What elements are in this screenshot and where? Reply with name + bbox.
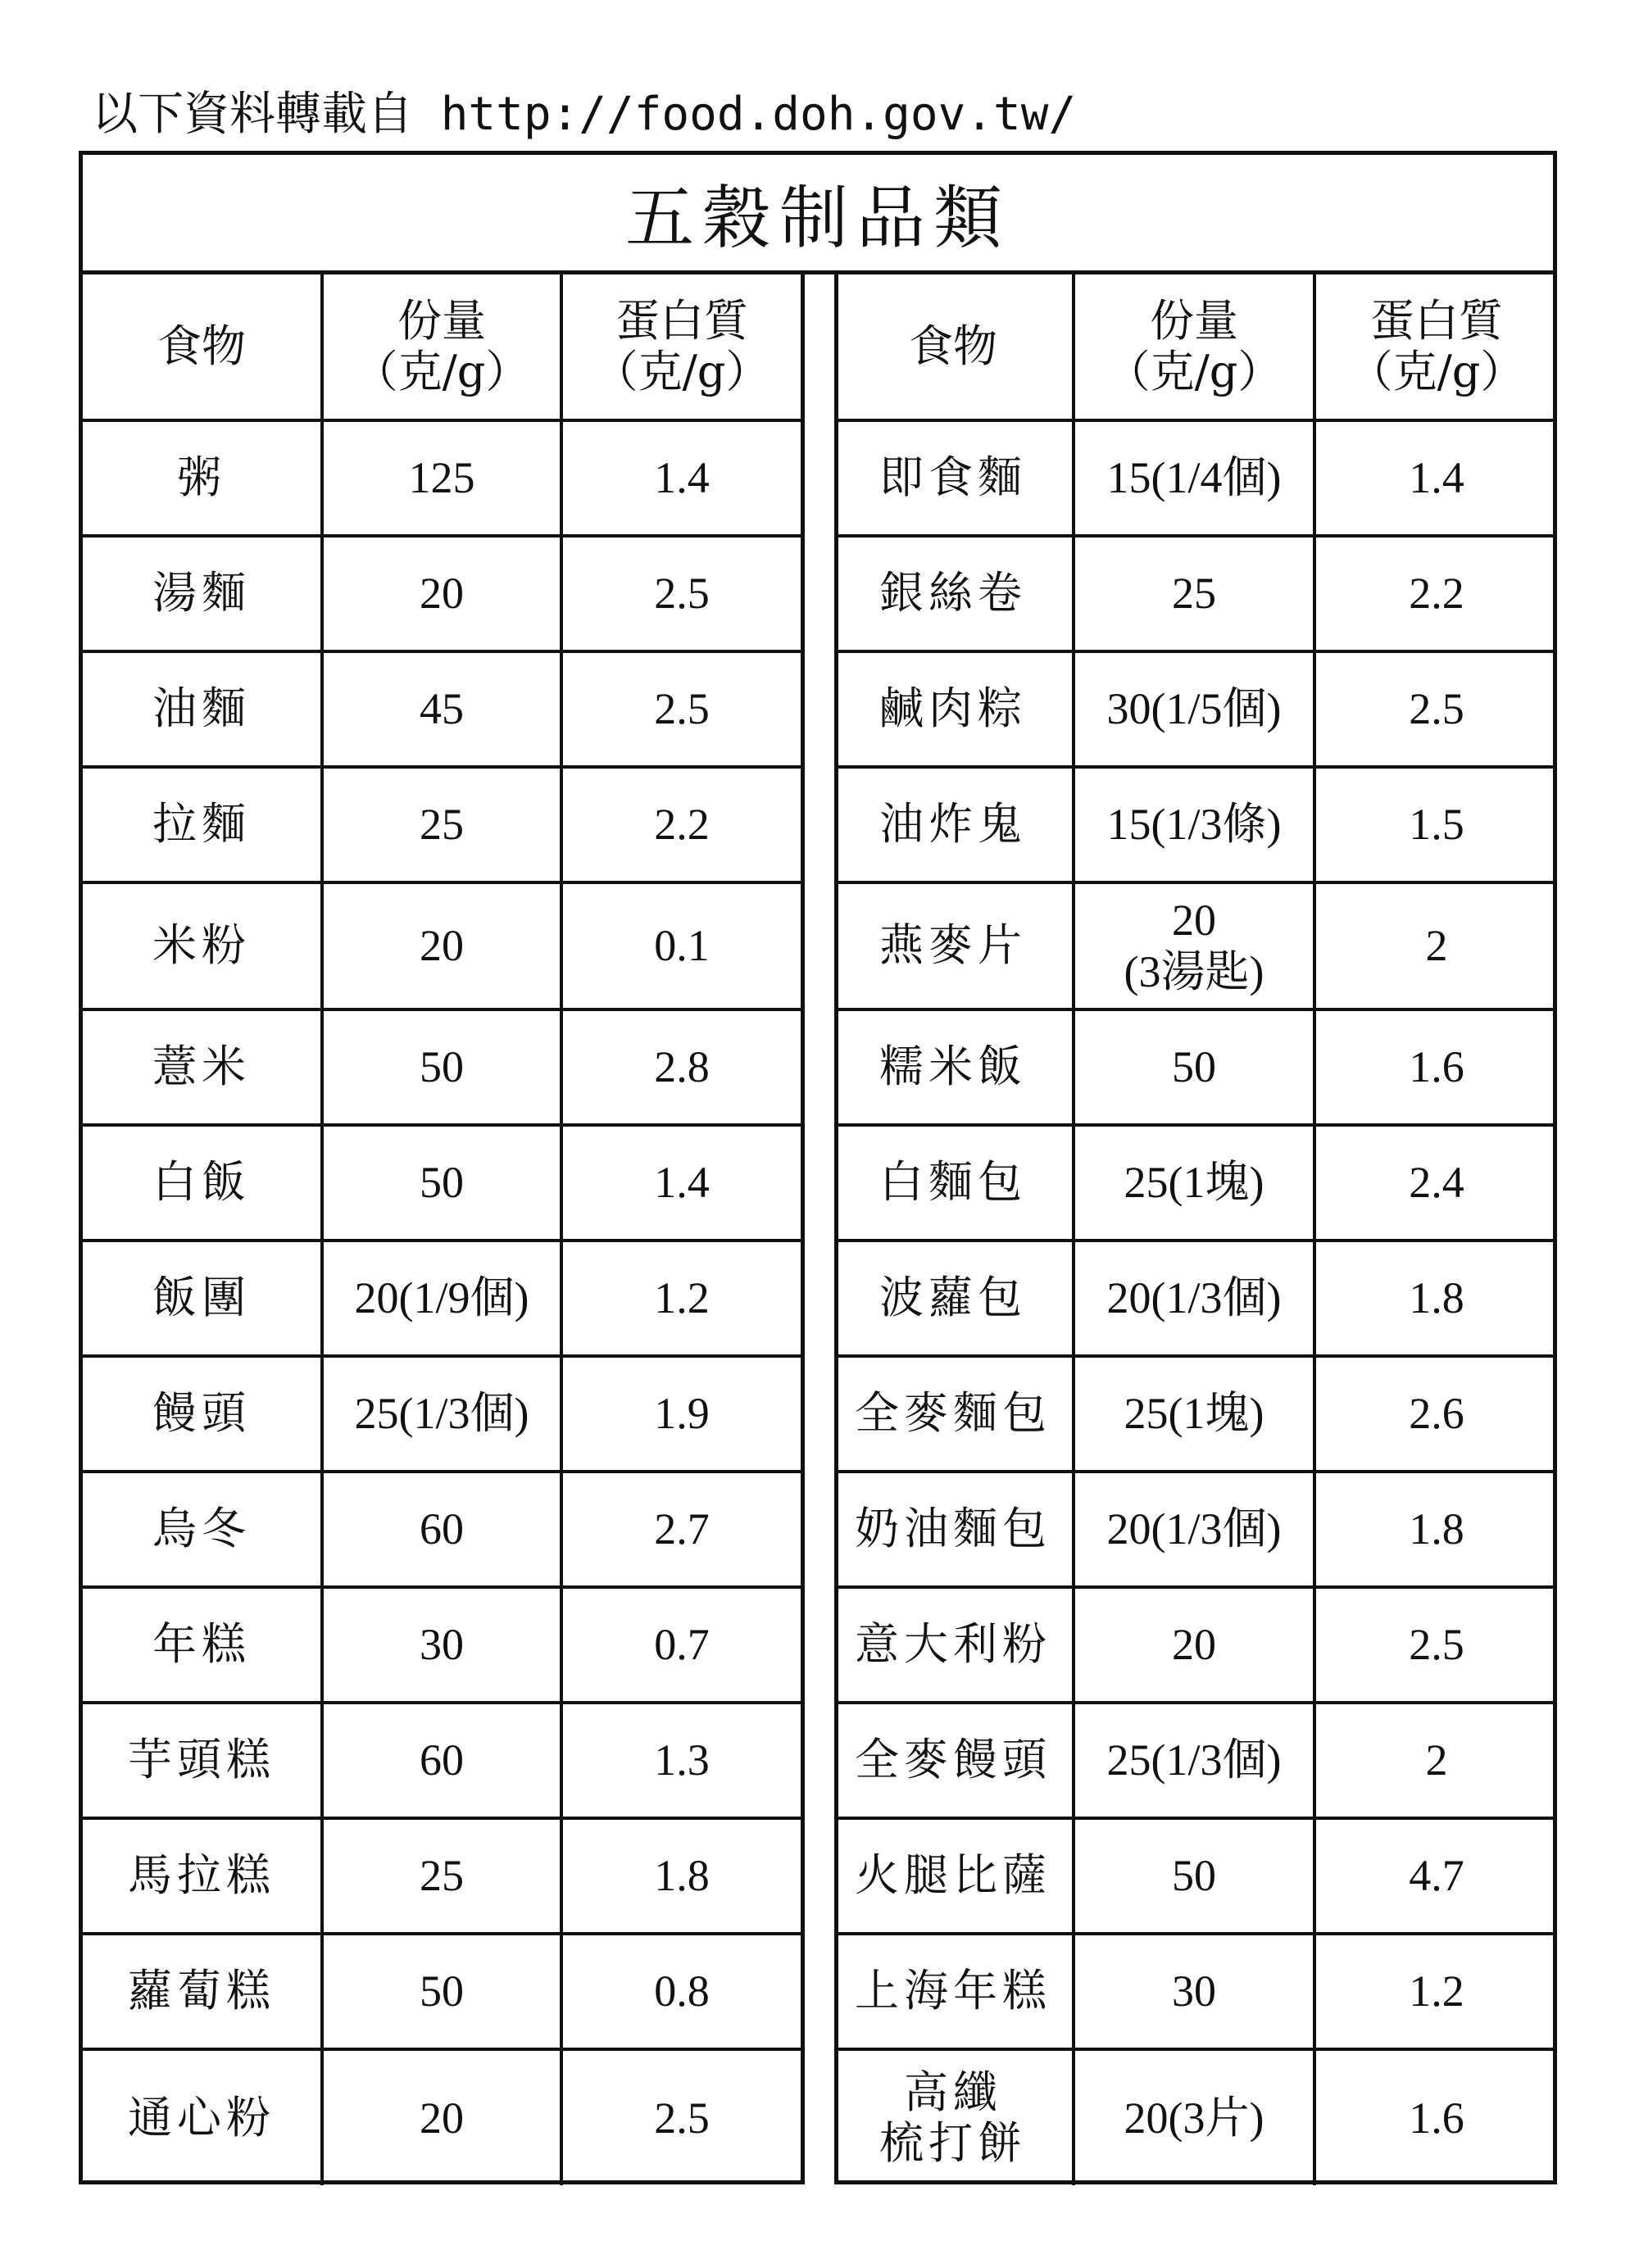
amount-value: 25 [322, 767, 561, 882]
amount-value: 50 [322, 1934, 561, 2049]
protein-value: 1.3 [561, 1703, 801, 1818]
protein-value: 1.5 [1314, 767, 1557, 882]
protein-value: 0.8 [561, 1934, 801, 2049]
food-name: 意大利粉 [834, 1587, 1074, 1703]
protein-value: 2.5 [1314, 1587, 1557, 1703]
amount-value: 50 [322, 1009, 561, 1125]
protein-value: 2 [1314, 1703, 1557, 1818]
food-name: 糯米飯 [834, 1009, 1074, 1125]
protein-value: 2.5 [1314, 651, 1557, 767]
food-name: 全麥饅頭 [834, 1703, 1074, 1818]
amount-value: 20(1/3個) [1074, 1472, 1314, 1587]
amount-value: 25 [1074, 536, 1314, 651]
source-note: 以下資料轉載自 http://food.doh.gov.tw/ [92, 88, 1077, 141]
food-name: 芋頭糕 [83, 1703, 322, 1818]
food-name: 火腿比薩 [834, 1818, 1074, 1934]
protein-value: 0.7 [561, 1587, 801, 1703]
header-protein-unit: （克/g） [1348, 346, 1525, 397]
header-protein-label: 蛋白質 [1370, 294, 1503, 347]
protein-value: 2.2 [561, 767, 801, 882]
protein-value: 2.5 [561, 651, 801, 767]
food-name: 鹹肉粽 [834, 651, 1074, 767]
amount-value: 45 [322, 651, 561, 767]
food-name: 薏米 [83, 1009, 322, 1125]
amount-value: 125 [322, 420, 561, 536]
amount-value: 20(1/3個) [1074, 1241, 1314, 1356]
header-protein [1314, 274, 1557, 420]
protein-value: 2 [1314, 882, 1557, 1009]
amount-value: 60 [322, 1472, 561, 1587]
protein-value: 2.5 [561, 2049, 801, 2185]
protein-value: 0.1 [561, 882, 801, 1009]
amount-value: 15(1/3條) [1074, 767, 1314, 882]
header-protein-label: 蛋白質 [615, 294, 748, 347]
protein-value: 4.7 [1314, 1818, 1557, 1934]
amount-value: 50 [1074, 1818, 1314, 1934]
amount-value: 20 [1074, 1587, 1314, 1703]
amount-value: 20(3片) [1074, 2049, 1314, 2185]
header-protein [561, 274, 801, 420]
protein-value: 2.2 [1314, 536, 1557, 651]
amount-value: 20 [322, 882, 561, 1009]
header-amount-label: 份量 [1150, 294, 1238, 347]
header-food: 食物 [834, 274, 1074, 420]
food-name: 波蘿包 [834, 1241, 1074, 1356]
amount-value: 60 [322, 1703, 561, 1818]
amount-value: 25 [322, 1818, 561, 1934]
table-right-half [834, 274, 1557, 2184]
food-name: 白麵包 [834, 1125, 1074, 1241]
column-divider [801, 274, 838, 2184]
amount-value: 20 [322, 2049, 561, 2185]
amount-value: 30 [1074, 1934, 1314, 2049]
food-protein-table [79, 151, 1557, 2184]
header-food: 食物 [83, 274, 322, 420]
table-left-half [83, 274, 806, 2184]
food-name: 饅頭 [83, 1356, 322, 1472]
protein-value: 1.6 [1314, 1009, 1557, 1125]
amount-value: 30(1/5個) [1074, 651, 1314, 767]
food-name: 上海年糕 [834, 1934, 1074, 2049]
protein-value: 1.2 [561, 1241, 801, 1356]
protein-value: 2.7 [561, 1472, 801, 1587]
food-name: 蘿蔔糕 [83, 1934, 322, 2049]
amount-line-1: 20 [1172, 896, 1216, 946]
amount-value: 20(1/9個) [322, 1241, 561, 1356]
header-amount-label: 份量 [397, 294, 486, 347]
food-name: 米粉 [83, 882, 322, 1009]
food-name: 燕麥片 [834, 882, 1074, 1009]
food-name: 奶油麵包 [834, 1472, 1074, 1587]
header-amount-unit: （克/g） [353, 346, 530, 397]
food-name: 粥 [83, 420, 322, 536]
amount-value: 30 [322, 1587, 561, 1703]
food-name: 油麵 [83, 651, 322, 767]
amount-value: 50 [1074, 1009, 1314, 1125]
protein-value: 1.8 [1314, 1241, 1557, 1356]
header-amount [1074, 274, 1314, 420]
amount-value: 25(1塊) [1074, 1125, 1314, 1241]
food-name: 通心粉 [83, 2049, 322, 2185]
protein-value: 2.5 [561, 536, 801, 651]
protein-value: 1.4 [561, 1125, 801, 1241]
protein-value: 1.6 [1314, 2049, 1557, 2185]
protein-value: 2.4 [1314, 1125, 1557, 1241]
amount-line-2: (3湯匙) [1124, 946, 1264, 996]
protein-value: 2.8 [561, 1009, 801, 1125]
protein-value: 1.8 [1314, 1472, 1557, 1587]
amount-value: 25(1/3個) [322, 1356, 561, 1472]
header-amount-unit: （克/g） [1106, 346, 1283, 397]
food-name: 湯麵 [83, 536, 322, 651]
food-name: 飯團 [83, 1241, 322, 1356]
food-name: 銀絲卷 [834, 536, 1074, 651]
amount-value: 15(1/4個) [1074, 420, 1314, 536]
protein-value: 2.6 [1314, 1356, 1557, 1472]
protein-value: 1.9 [561, 1356, 801, 1472]
food-name: 白飯 [83, 1125, 322, 1241]
food-name: 油炸鬼 [834, 767, 1074, 882]
amount-value: 20 [322, 536, 561, 651]
header-amount [322, 274, 561, 420]
amount-value: 25(1/3個) [1074, 1703, 1314, 1818]
food-line-1: 高纖 [904, 2066, 1002, 2118]
food-name: 即食麵 [834, 420, 1074, 536]
protein-value: 1.4 [561, 420, 801, 536]
food-name [834, 2049, 1074, 2185]
amount-value: 50 [322, 1125, 561, 1241]
food-line-2: 梳打餅 [879, 2117, 1027, 2169]
protein-value: 1.4 [1314, 420, 1557, 536]
food-name: 烏冬 [83, 1472, 322, 1587]
amount-value: 25(1塊) [1074, 1356, 1314, 1472]
food-name: 全麥麵包 [834, 1356, 1074, 1472]
food-name: 馬拉糕 [83, 1818, 322, 1934]
food-name: 拉麵 [83, 767, 322, 882]
table-title: 五穀制品類 [83, 155, 1553, 274]
header-protein-unit: （克/g） [593, 346, 770, 397]
protein-value: 1.8 [561, 1818, 801, 1934]
protein-value: 1.2 [1314, 1934, 1557, 2049]
food-name: 年糕 [83, 1587, 322, 1703]
amount-value [1074, 882, 1314, 1009]
